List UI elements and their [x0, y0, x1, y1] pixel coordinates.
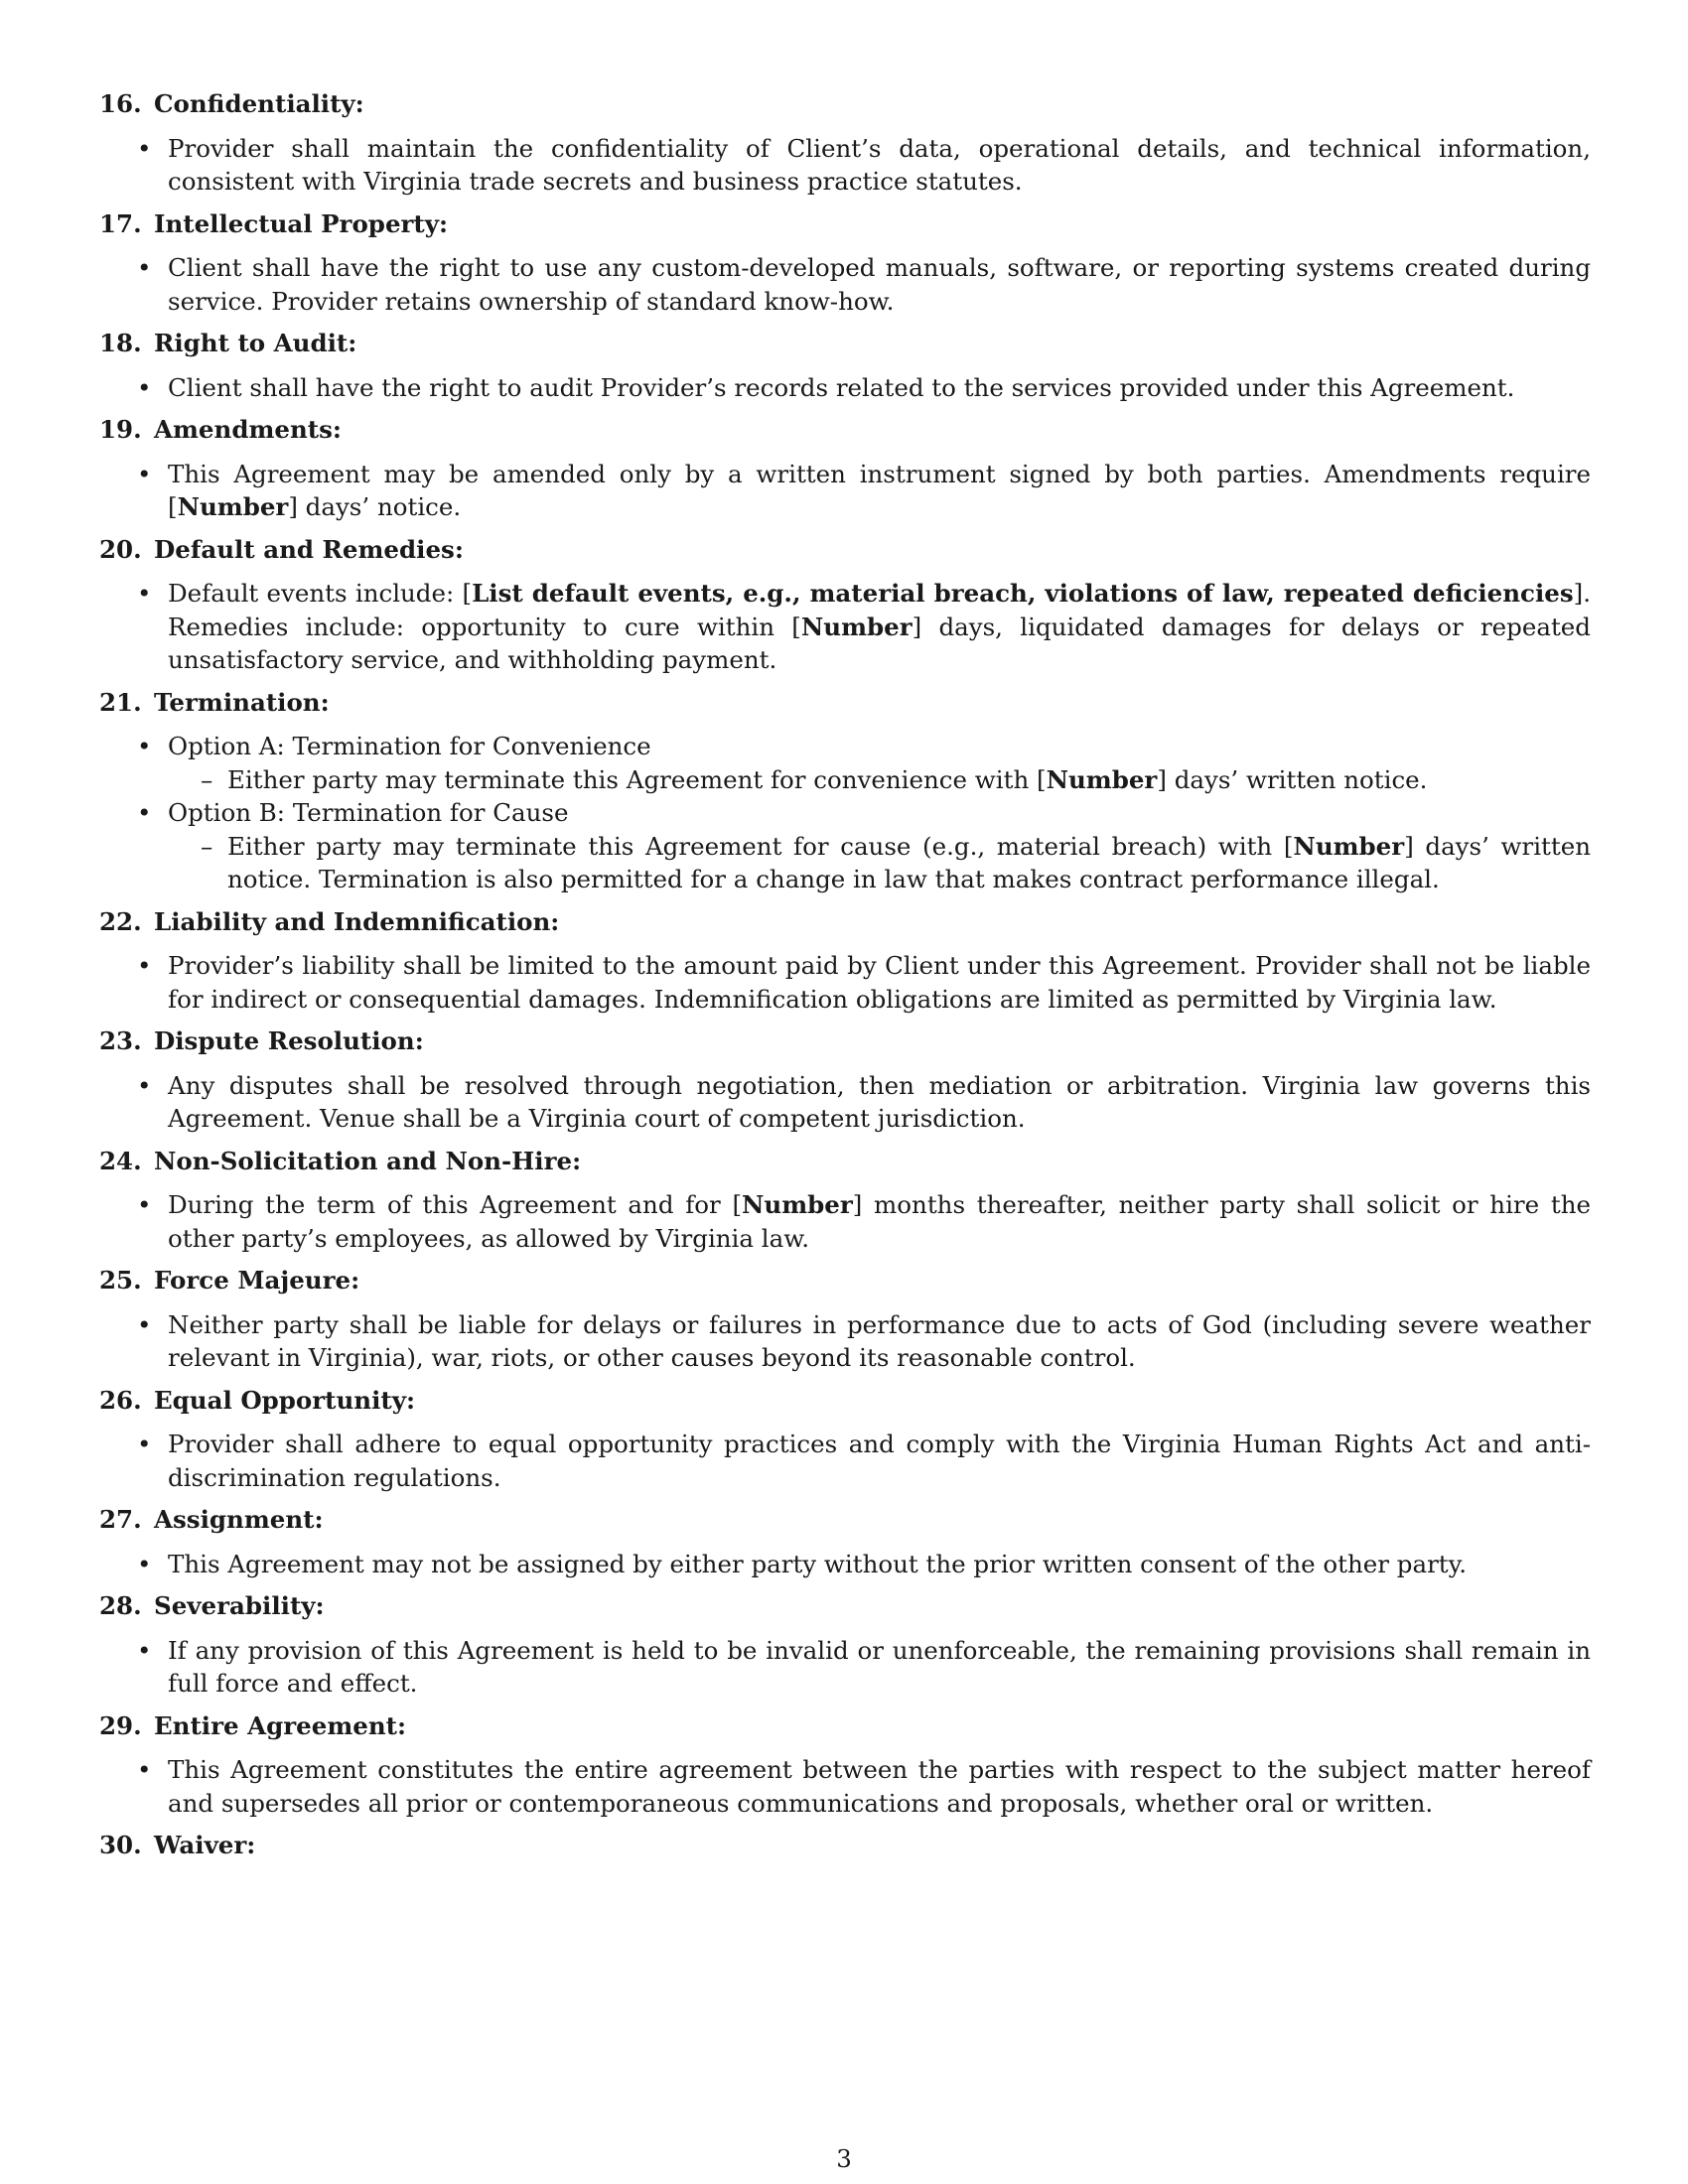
bullet-item [99, 577, 1591, 677]
clause-number: 24. [99, 1146, 142, 1175]
clause-heading [99, 686, 1591, 720]
bullet-list [99, 132, 1591, 199]
clause-title: Assignment: [154, 1505, 324, 1534]
text-run: Option B: Termination for Cause [168, 798, 569, 827]
clause-heading [99, 1384, 1591, 1418]
bullet-list [99, 1428, 1591, 1494]
clause-title: Waiver: [154, 1831, 256, 1859]
placeholder-text: Number [742, 1190, 853, 1219]
page-number: 3 [836, 2144, 852, 2173]
clause-title: Amendments: [154, 415, 342, 444]
clause-title: Default and Remedies: [154, 534, 464, 564]
clause-section [99, 87, 1591, 199]
text-run: ] months thereafter, neither party shall solicit or hire the other party’s employees, as allowed by Virginia law. [168, 1190, 1591, 1253]
clause-number: 30. [99, 1831, 142, 1859]
clause-heading [99, 1829, 1591, 1862]
placeholder-text: Number [1293, 831, 1405, 861]
bullet-list [99, 1188, 1591, 1255]
clause-title: Equal Opportunity: [154, 1385, 416, 1415]
clause-number: 22. [99, 906, 142, 936]
bullet-list [99, 949, 1591, 1016]
clause-number: 21. [99, 687, 142, 717]
bullet-list [99, 1753, 1591, 1820]
clause-heading [99, 533, 1591, 567]
text-run: Client shall have the right to audit Provider’s records related to the services provided under this Agreement. [168, 372, 1515, 402]
clause-number: 20. [99, 534, 142, 564]
clause-title: Non-Solicitation and Non-Hire: [154, 1146, 582, 1175]
bullet-list [99, 1308, 1591, 1375]
text-run: If any provision of this Agreement is held to be invalid or unenforceable, the remaining provisions shall remain in full force and effect. [168, 1635, 1591, 1698]
clause-heading [99, 1709, 1591, 1743]
bullet-list [99, 730, 1591, 896]
clause-section [99, 1264, 1591, 1375]
text-run: Default events include: [ [168, 579, 473, 608]
clause-section [99, 686, 1591, 896]
clause-section [99, 327, 1591, 404]
text-run: This Agreement may be amended only by a written instrument signed by both parties. Amendments require [ [168, 459, 1591, 521]
text-run: Provider’s liability shall be limited to the amount paid by Client under this Agreement. Provider shall not be liable for indirect or consequential damages. Indemnification obligations are limited as permitted by Virginia law. [168, 951, 1591, 1014]
clause-title: Confidentiality: [154, 89, 364, 118]
clause-number: 27. [99, 1505, 142, 1534]
clause-title: Entire Agreement: [154, 1710, 407, 1740]
text-run: Either party may terminate this Agreement for convenience with [ [227, 764, 1047, 794]
bullet-list [99, 251, 1591, 318]
clause-number: 19. [99, 415, 142, 444]
text-run: ]. Remedies include: opportunity to cure within [ [168, 579, 1592, 641]
clause-title: Dispute Resolution: [154, 1026, 424, 1055]
sub-list [168, 830, 1591, 896]
clause-number: 23. [99, 1026, 142, 1055]
clause-heading [99, 1589, 1591, 1623]
clause-number: 17. [99, 208, 142, 238]
clause-heading [99, 1024, 1591, 1058]
text-run: ] days, liquidated damages for delays or repeated unsatisfactory service, and withholding payment. [168, 612, 1591, 674]
bullet-list [99, 577, 1591, 677]
clause-section [99, 1709, 1591, 1821]
sub-item [168, 830, 1591, 896]
clause-number: 28. [99, 1591, 142, 1620]
bullet-item [99, 132, 1591, 199]
clause-section [99, 413, 1591, 524]
bullet-list [99, 1548, 1591, 1581]
bullet-item [99, 730, 1591, 796]
bullet-list [99, 1634, 1591, 1701]
clause-section [99, 1503, 1591, 1580]
clause-number: 25. [99, 1266, 142, 1295]
bullet-item [99, 1308, 1591, 1375]
clause-number: 29. [99, 1710, 142, 1740]
clause-heading [99, 1145, 1591, 1178]
clause-title: Intellectual Property: [154, 208, 449, 238]
document-body [99, 87, 1591, 1873]
clause-section [99, 1829, 1591, 1862]
clause-number: 26. [99, 1385, 142, 1415]
text-run: ] days’ written notice. Termination is also permitted for a change in law that makes contract performance illegal. [227, 831, 1591, 893]
text-run: Neither party shall be liable for delays or failures in performance due to acts of God (including severe weather relevant in Virginia), war, riots, or other causes beyond its reasonable control. [168, 1309, 1591, 1372]
clause-section [99, 1589, 1591, 1701]
text-run: Provider shall maintain the confidentiality of Client’s data, operational details, and technical information, consistent with Virginia trade secrets and business practice statutes. [168, 133, 1591, 196]
text-run: Provider shall adhere to equal opportunity practices and comply with the Virginia Human Rights Act and anti-discrimination regulations. [168, 1430, 1591, 1492]
text-run: This Agreement constitutes the entire agreement between the parties with respect to the subject matter hereof and supersedes all prior or contemporaneous communications and proposals, whether oral or written. [168, 1755, 1591, 1818]
clause-title: Termination: [154, 687, 330, 717]
bullet-item [99, 796, 1591, 896]
clause-heading [99, 1264, 1591, 1297]
clause-section [99, 1145, 1591, 1256]
clause-section [99, 1024, 1591, 1136]
clause-section [99, 533, 1591, 677]
text-run: Either party may terminate this Agreement for cause (e.g., material breach) with [ [227, 831, 1294, 861]
placeholder-text: List default events, e.g., material breach, violations of law, repeated deficiencies [472, 579, 1574, 608]
sub-item [168, 763, 1591, 797]
text-run: During the term of this Agreement and for [ [168, 1190, 743, 1219]
clause-heading [99, 905, 1591, 939]
clause-title: Liability and Indemnification: [154, 906, 560, 936]
bullet-item [99, 1188, 1591, 1255]
clause-heading [99, 413, 1591, 447]
clause-section [99, 207, 1591, 319]
text-run: Option A: Termination for Convenience [168, 732, 651, 760]
bullet-item [99, 1634, 1591, 1701]
clause-title: Severability: [154, 1591, 325, 1620]
text-run: ] days’ notice. [288, 492, 462, 521]
bullet-item [99, 1753, 1591, 1820]
clause-heading [99, 1503, 1591, 1537]
clause-section [99, 1384, 1591, 1495]
text-run: Client shall have the right to use any custom-developed manuals, software, or reporting systems created during service. Provider retains ownership of standard know-how. [168, 253, 1591, 316]
clause-number: 16. [99, 89, 142, 118]
bullet-item [99, 371, 1591, 405]
clause-title: Right to Audit: [154, 329, 357, 357]
clause-heading [99, 87, 1591, 121]
bullet-item [99, 1428, 1591, 1494]
clause-heading [99, 207, 1591, 241]
bullet-item [99, 251, 1591, 318]
clause-section [99, 905, 1591, 1017]
bullet-item [99, 1069, 1591, 1136]
clause-heading [99, 327, 1591, 360]
text-run: This Agreement may not be assigned by either party without the prior written consent of the other party. [168, 1549, 1468, 1578]
text-run: Any disputes shall be resolved through negotiation, then mediation or arbitration. Virginia law governs this Agreement. Venue shall be a Virginia court of competent jurisdiction. [168, 1070, 1591, 1133]
bullet-item [99, 458, 1591, 524]
clause-number: 18. [99, 329, 142, 357]
text-run: ] days’ written notice. [1157, 764, 1428, 794]
bullet-list [99, 371, 1591, 405]
placeholder-text: Number [800, 612, 913, 641]
clause-title: Force Majeure: [154, 1266, 360, 1295]
placeholder-text: Number [1046, 764, 1158, 794]
placeholder-text: Number [177, 492, 289, 521]
sub-list [168, 763, 1591, 797]
bullet-list [99, 458, 1591, 524]
bullet-item [99, 1548, 1591, 1581]
bullet-list [99, 1069, 1591, 1136]
bullet-item [99, 949, 1591, 1016]
